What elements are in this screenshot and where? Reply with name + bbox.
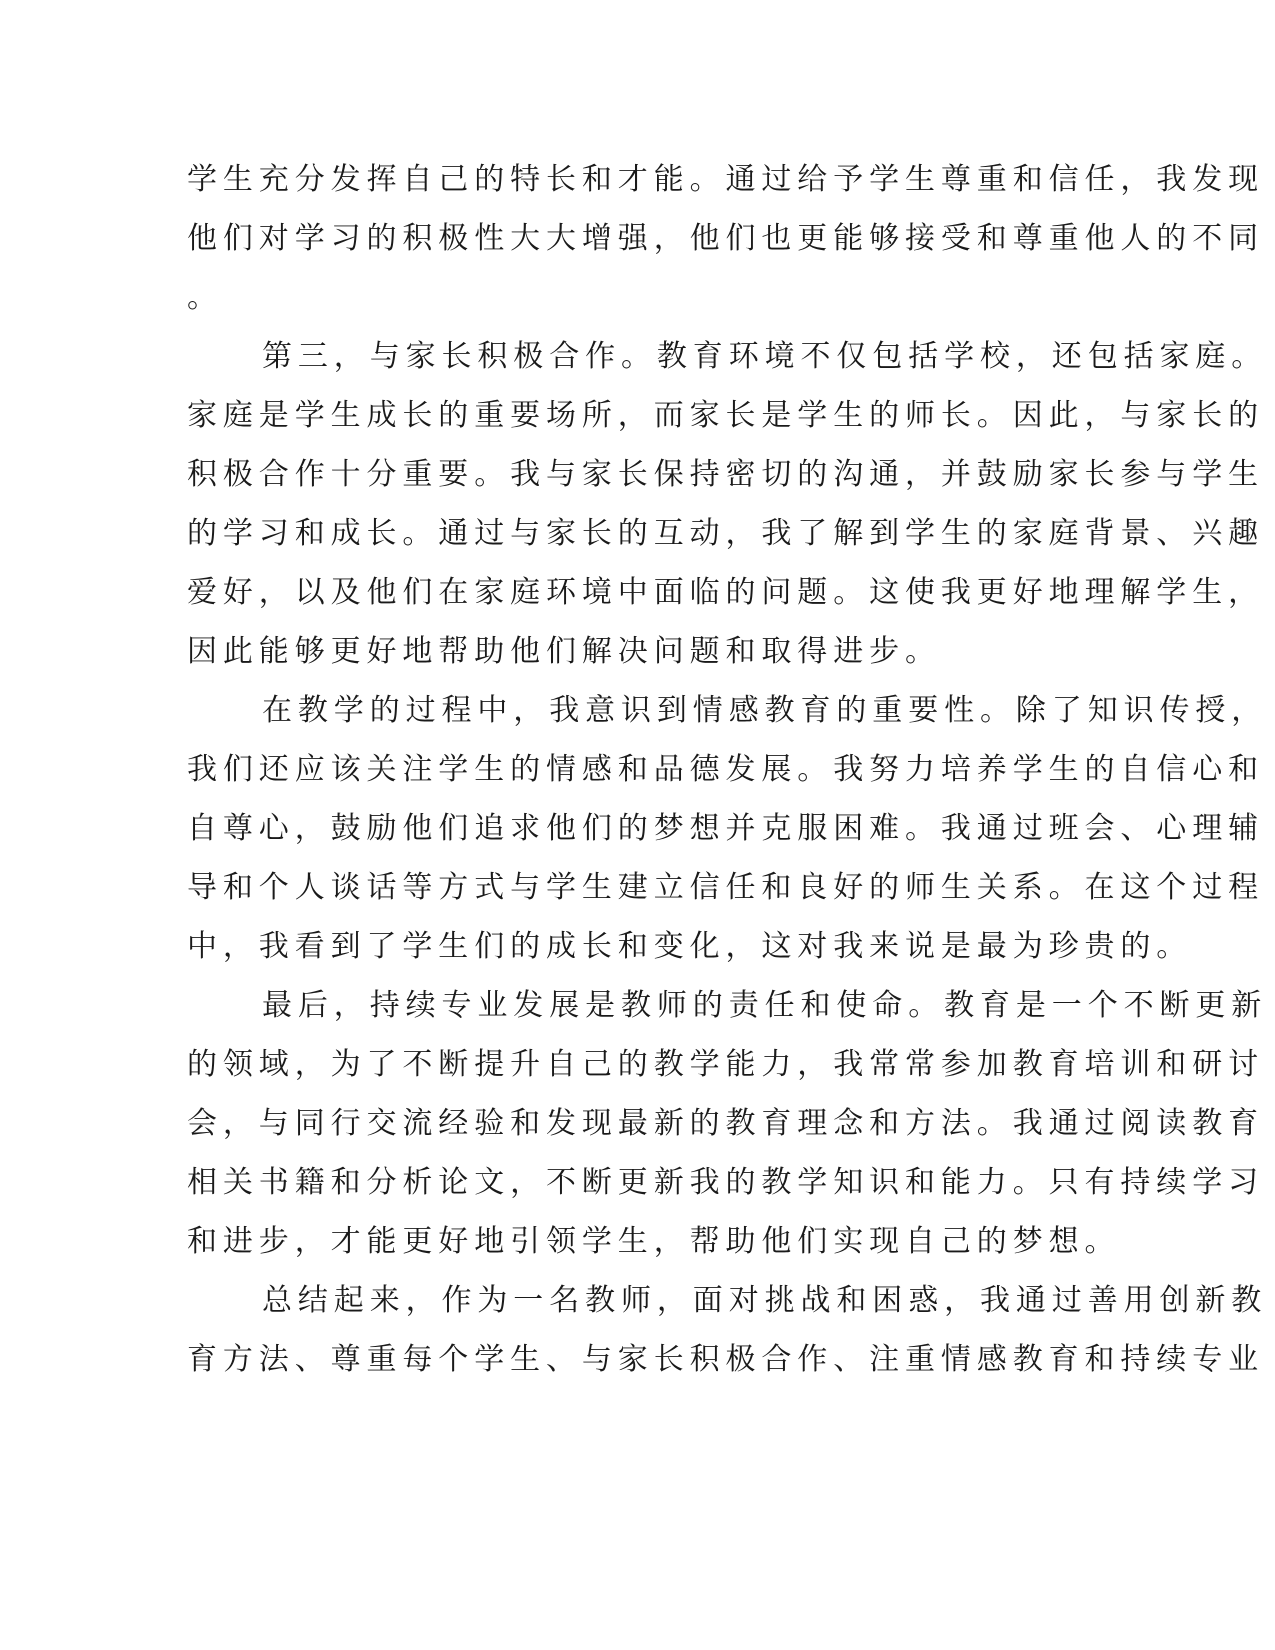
text-line: 和进步，才能更好地引领学生，帮助他们实现自己的梦想。 bbox=[187, 1224, 1121, 1259]
text-line: 相关书籍和分析论文，不断更新我的教学知识和能力。只有持续学习 bbox=[187, 1165, 1264, 1200]
text-line: 积极合作十分重要。我与家长保持密切的沟通，并鼓励家长参与学生 bbox=[187, 457, 1264, 492]
text-line: 因此能够更好地帮助他们解决问题和取得进步。 bbox=[187, 634, 941, 669]
paragraph-first-line: 总结起来，作为一名教师，面对挑战和困惑，我通过善用创新教 bbox=[262, 1283, 1268, 1318]
paragraph-first-line: 第三，与家长积极合作。教育环境不仅包括学校，还包括家庭。 bbox=[262, 339, 1268, 374]
text-line: 学生充分发挥自己的特长和才能。通过给予学生尊重和信任，我发现 bbox=[187, 162, 1264, 197]
text-line: 育方法、尊重每个学生、与家长积极合作、注重情感教育和持续专业 bbox=[187, 1342, 1264, 1377]
text-line: 他们对学习的积极性大大增强，他们也更能够接受和尊重他人的不同 bbox=[187, 221, 1264, 256]
text-line: 爱好，以及他们在家庭环境中面临的问题。这使我更好地理解学生， bbox=[187, 575, 1264, 610]
paragraph-first-line: 最后，持续专业发展是教师的责任和使命。教育是一个不断更新 bbox=[262, 988, 1268, 1023]
text-line: 的领域，为了不断提升自己的教学能力，我常常参加教育培训和研讨 bbox=[187, 1047, 1264, 1082]
text-line: 中，我看到了学生们的成长和变化，这对我来说是最为珍贵的。 bbox=[187, 929, 1193, 964]
text-line: 家庭是学生成长的重要场所，而家长是学生的师长。因此，与家长的 bbox=[187, 398, 1264, 433]
text-line: 导和个人谈话等方式与学生建立信任和良好的师生关系。在这个过程 bbox=[187, 870, 1264, 905]
text-line: 的学习和成长。通过与家长的互动，我了解到学生的家庭背景、兴趣 bbox=[187, 516, 1264, 551]
paragraph-first-line: 在教学的过程中，我意识到情感教育的重要性。除了知识传授， bbox=[262, 693, 1268, 728]
text-line: 。 bbox=[187, 280, 223, 315]
text-line: 我们还应该关注学生的情感和品德发展。我努力培养学生的自信心和 bbox=[187, 752, 1264, 787]
text-line: 会，与同行交流经验和发现最新的教育理念和方法。我通过阅读教育 bbox=[187, 1106, 1264, 1141]
text-line: 自尊心，鼓励他们追求他们的梦想并克服困难。我通过班会、心理辅 bbox=[187, 811, 1264, 846]
